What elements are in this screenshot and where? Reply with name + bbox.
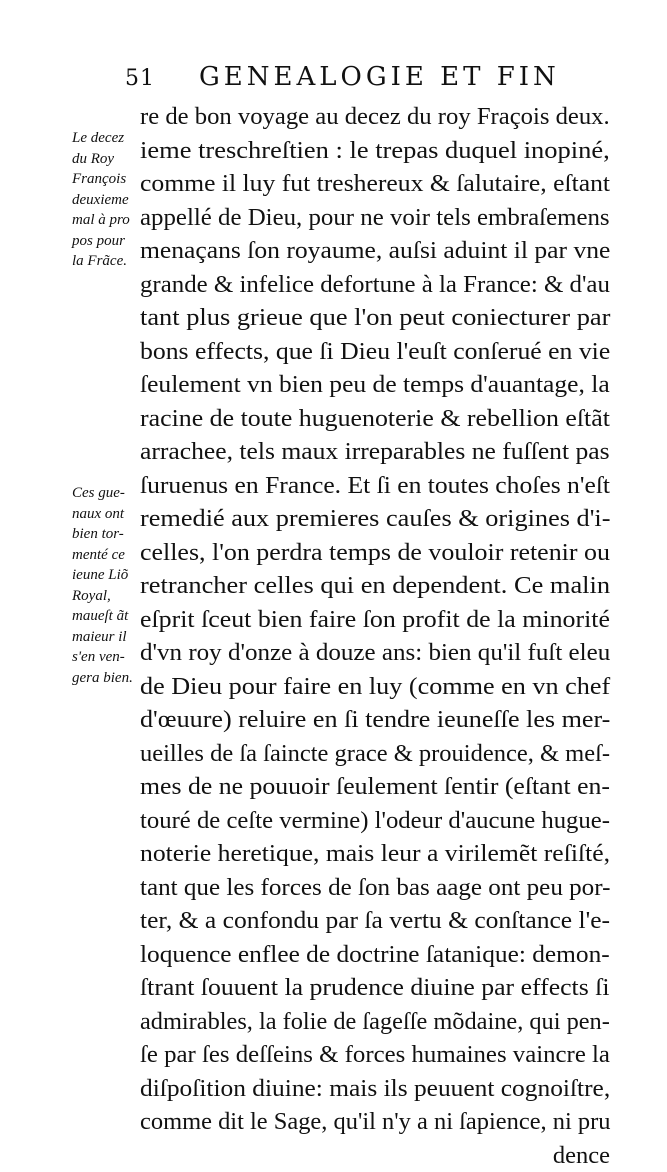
running-head: GENEALOGIE ET FIN [199, 62, 560, 92]
text-line: ſeulement vn bien peu de temps d'auantage, la [140, 368, 630, 402]
margin-note-line: gera bien. [72, 668, 146, 689]
text-line: ieme treschreſtien : le trepas duquel inopiné, [140, 134, 648, 168]
margin-note-line: la Frãce. [72, 251, 146, 272]
text-line: de Dieu pour faire en luy (comme en vn chef [140, 670, 642, 704]
margin-note-line: naux ont [72, 504, 146, 525]
text-line: eſprit ſceut bien faire ſon profit de la minorité [140, 603, 636, 637]
text-line: arrachee, tels maux irreparables ne fuſſent pas [140, 435, 631, 469]
text-line: d'vn roy d'onze à douze ans: bien qu'il fuſt eleu [140, 636, 620, 670]
text-line: loquence enflee de doctrine ſatanique: demon- [140, 938, 627, 972]
text-line: celles, l'on perdra temps de vouloir retenir ou [140, 536, 638, 570]
margin-note-line: ieune Liõ [72, 565, 146, 586]
text-line: ter, & a confondu par ſa vertu & conſtance l'e- [140, 904, 630, 938]
text-line: remedié aux premieres cauſes & origines d'i- [140, 502, 644, 536]
text-line: d'œuure) reluire en ſi tendre ieuneſſe les mer- [140, 703, 641, 737]
margin-note-line: mal à pro [72, 210, 146, 231]
text-line: ſtrant ſouuent la prudence diuine par effects ſi [140, 971, 634, 1005]
text-line: appellé de Dieu, pour ne voir tels embraſemens [140, 201, 617, 235]
margin-note-line: Ces gue- [72, 483, 146, 504]
text-line: comme il luy fut treshereux & ſalutaire, eſtant [140, 167, 632, 201]
margin-note-line: maueſt ãt [72, 606, 146, 627]
margin-note-line: pos pour [72, 231, 146, 252]
text-line: bons effects, que ſi Dieu l'euſt conſerué en vie [140, 335, 633, 369]
margin-note-line: deuxieme [72, 190, 146, 211]
text-line: ſuruenus en France. Et ſi en toutes choſes n'eſt [140, 469, 631, 503]
text-line: grande & infelice defortune à la France: & d'au [140, 268, 617, 302]
text-line: noterie heretique, mais leur a virilemẽt reſiſté, [140, 837, 632, 871]
text-line: mes de ne pouuoir ſeulement ſentir (eſtant en- [140, 770, 634, 804]
text-line: tant que les forces de ſon bas aage ont peu por- [140, 871, 621, 905]
page-header [125, 62, 545, 98]
catchword: dence [140, 1139, 610, 1172]
margin-note-line: menté ce [72, 545, 146, 566]
text-line: menaçans ſon royaume, auſsi aduint il par vne [140, 234, 631, 268]
margin-note-line: du Roy [72, 149, 146, 170]
body-text [140, 100, 610, 1172]
text-line: ſe par ſes deſſeins & forces humaines vaincre la [140, 1038, 616, 1072]
margin-note-gueux [72, 483, 146, 688]
margin-note-line: Royal, [72, 586, 146, 607]
margin-note-line: maieur il [72, 627, 146, 648]
margin-note-line: François [72, 169, 146, 190]
page-number: 51 [125, 66, 155, 91]
margin-note-line: Le decez [72, 128, 146, 149]
text-line: retrancher celles qui en dependent. Ce malin [140, 569, 647, 603]
margin-note-decez [72, 128, 146, 272]
text-line: re de bon voyage au decez du roy Fraçois deux. [140, 100, 613, 134]
margin-note-line: bien tor- [72, 524, 146, 545]
margin-note-line: s'en ven- [72, 647, 146, 668]
text-line: admirables, la folie de ſageſſe mõdaine, qui pen- [140, 1005, 607, 1039]
text-line: tant plus grieue que l'on peut coniecturer par [140, 301, 647, 335]
text-line: diſpoſition diuine: mais ils peuuent cognoiſtre, [140, 1072, 628, 1106]
text-line: touré de ceſte vermine) l'odeur d'aucune hugue- [140, 804, 614, 838]
text-line: racine de toute huguenoterie & rebellion eſtãt [140, 402, 636, 436]
text-line: comme dit le Sage, qu'il n'y a ni ſapience, ni pru [140, 1105, 609, 1139]
text-line: ueilles de ſa ſaincte grace & prouidence, & meſ- [140, 737, 610, 771]
